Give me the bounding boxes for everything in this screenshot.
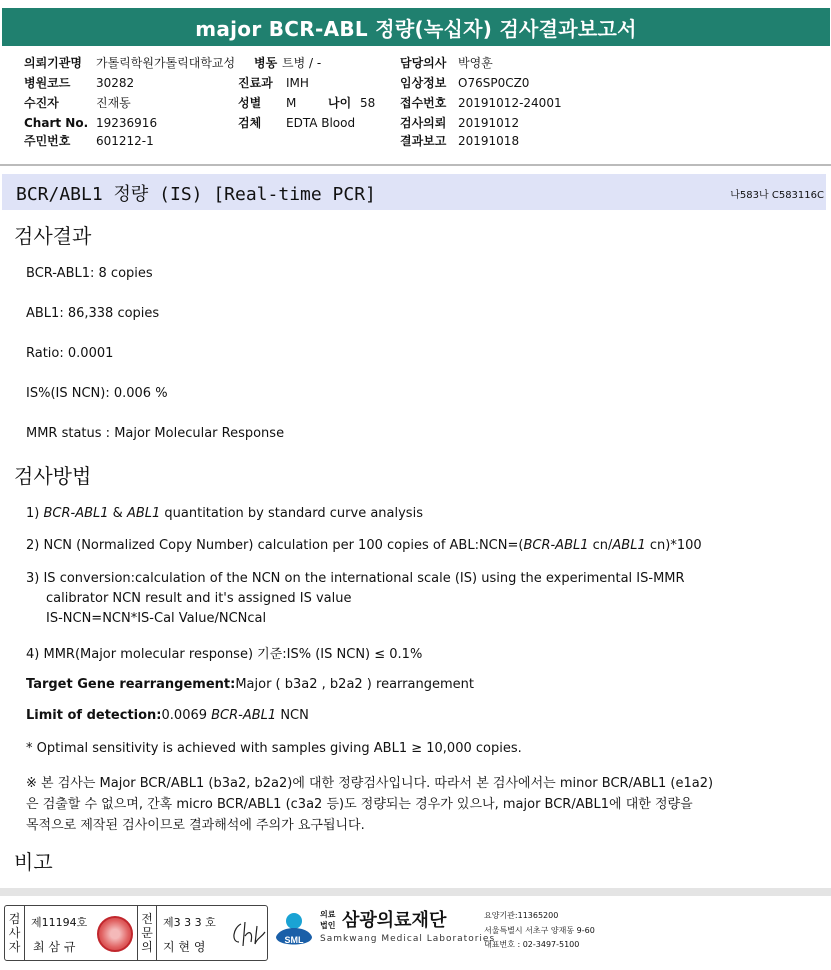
physician-value: 박영훈 (458, 56, 493, 70)
seal-stamp (97, 916, 133, 952)
specialist-vertical-label (137, 906, 157, 960)
physician-label: 담당의사 (400, 56, 447, 70)
rrn-value: 601212-1 (96, 134, 154, 148)
org-type-1: 의료 (320, 910, 336, 919)
method-text: & (108, 506, 127, 521)
sml-logo-icon (272, 907, 316, 951)
method-heading: 검사방법 (14, 464, 92, 488)
ward-label: 병동 (254, 56, 278, 70)
remarks-heading: 비고 (14, 850, 53, 874)
method-text: 1) (26, 506, 44, 521)
tester-name: 최 삼 규 (33, 940, 76, 954)
report-value: 20191018 (458, 134, 520, 148)
method-item-3-line3: IS-NCN=NCN*IS-Cal Value/NCNcal (46, 611, 267, 626)
request-value: 20191012 (458, 116, 520, 130)
signature-box (4, 905, 268, 961)
org-name: 삼광의료재단 (342, 910, 447, 931)
ward-value: 트병 / - (282, 56, 322, 70)
note-line: 은 검출할 수 없으며, 간혹 micro BCR/ABL1 (c3a2 등)도 정량되는 경우가 있으나, major BCR/ABL1에 대한 정량을 (26, 797, 693, 812)
vertical-char: 자 (8, 940, 21, 954)
test-name: BCR/ABL1 정량 (IS) [Real-time PCR] (16, 184, 376, 205)
patient-info (24, 54, 824, 154)
info-row-3 (24, 94, 824, 112)
patient-label: 수진자 (24, 96, 59, 110)
gene-name: ABL1 (126, 506, 161, 521)
chart-value: 19236916 (96, 116, 158, 130)
method-text: cn/ (588, 538, 613, 553)
hospital-code-label: 병원코드 (24, 76, 71, 90)
tester-number: 제11194호 (31, 916, 88, 929)
logo-text: SML (284, 935, 304, 945)
org-code: 요양기관:11365200 (484, 911, 559, 920)
institution-value: 가톨릭학원가톨릭대학교성 (96, 56, 236, 70)
results-heading: 검사결과 (14, 224, 92, 248)
method-text: cn)*100 (645, 538, 702, 553)
patient-value: 진재동 (96, 96, 131, 110)
test-code: 나583나 C583116C (730, 190, 824, 201)
tester-vertical-label (5, 906, 25, 960)
org-type-2: 법인 (320, 921, 336, 930)
target-gene (26, 677, 474, 692)
target-gene-label: Target Gene rearrangement: (26, 677, 236, 692)
org-address: 서울특별시 서초구 양재동 9-60 (484, 926, 595, 935)
sex-label: 성별 (238, 96, 262, 110)
vertical-char: 문 (141, 926, 153, 940)
info-row-1 (24, 54, 824, 72)
lod-label: Limit of detection: (26, 708, 162, 723)
info-row-4 (24, 114, 824, 132)
lod-value: 0.0069 (161, 708, 212, 723)
clinical-value: O76SP0CZ0 (458, 76, 530, 90)
footer-divider (0, 888, 831, 896)
specimen-label: 검체 (238, 116, 262, 130)
info-row-2 (24, 74, 824, 92)
header-separator (0, 164, 831, 166)
dept-value: IMH (286, 76, 309, 90)
specimen-value: EDTA Blood (286, 116, 356, 130)
target-gene-value: Major ( b3a2 , b2a2 ) rearrangement (235, 677, 474, 692)
rrn-label: 주민번호 (24, 134, 71, 148)
note-line: ※ 본 검사는 Major BCR/ABL1 (b3a2, b2a2)에 대한 정량검사입니다. 따라서 본 검사에서는 minor BCR/ABL1 (e1a2) (26, 776, 714, 791)
method-text: 2) NCN (Normalized Copy Number) calculation per 100 copies of ABL:NCN=( (26, 538, 524, 553)
info-row-5 (24, 132, 824, 150)
gene-name: BCR-ABL1 (523, 538, 589, 553)
test-header (2, 174, 826, 210)
specialist-number: 제3 3 3 호 (163, 916, 216, 929)
org-phone: 대표번호 : 02-3497-5100 (484, 940, 580, 949)
result-line: BCR-ABL1: 8 copies (26, 266, 153, 281)
method-item-4: 4) MMR(Major molecular response) 기준:IS% (IS NCN) ≤ 0.1% (26, 647, 423, 662)
result-line: MMR status : Major Molecular Response (26, 426, 285, 441)
gene-name: BCR-ABL1 (43, 506, 109, 521)
note-line: 목적으로 제작된 검사이므로 결과해석에 주의가 요구됩니다. (26, 818, 365, 833)
lod-unit: NCN (276, 708, 309, 723)
result-line: IS%(IS NCN): 0.006 % (26, 386, 168, 401)
age-label: 나이 (328, 96, 352, 110)
request-label: 검사의뢰 (400, 116, 447, 130)
vertical-char: 의 (141, 940, 153, 954)
org-english-name: Samkwang Medical Laboratories (320, 934, 496, 944)
vertical-char: 사 (8, 926, 21, 940)
institution-label: 의뢰기관명 (24, 56, 82, 70)
result-line: Ratio: 0.0001 (26, 346, 114, 361)
sex-value: M (286, 96, 297, 110)
method-item-2 (26, 538, 702, 553)
method-text: quantitation by standard curve analysis (160, 506, 423, 521)
vertical-char: 전 (141, 912, 153, 926)
specialist-name: 지 현 영 (163, 940, 206, 954)
receipt-value: 20191012-24001 (458, 96, 562, 110)
result-line: ABL1: 86,338 copies (26, 306, 160, 321)
gene-name: BCR-ABL1 (211, 708, 277, 723)
limit-of-detection (26, 708, 309, 723)
hospital-code-value: 30282 (96, 76, 135, 90)
gene-name: ABL1 (612, 538, 646, 553)
chart-label: Chart No. (24, 116, 89, 130)
receipt-label: 접수번호 (400, 96, 447, 110)
sensitivity-note: * Optimal sensitivity is achieved with samples giving ABL1 ≥ 10,000 copies. (26, 741, 522, 756)
signature-image (227, 918, 267, 950)
method-item-3-line2: calibrator NCN result and it's assigned IS value (46, 591, 352, 606)
report-title: major BCR-ABL 정량(녹십자) 검사결과보고서 (2, 8, 830, 46)
clinical-label: 임상정보 (400, 76, 447, 90)
method-item-1 (26, 506, 423, 521)
age-value: 58 (360, 96, 376, 110)
dept-label: 진료과 (238, 76, 273, 90)
method-item-3-line1: 3) IS conversion:calculation of the NCN on the international scale (IS) using the experimental IS-MMR (26, 571, 685, 586)
vertical-char: 검 (8, 912, 21, 926)
report-label: 결과보고 (400, 134, 447, 148)
